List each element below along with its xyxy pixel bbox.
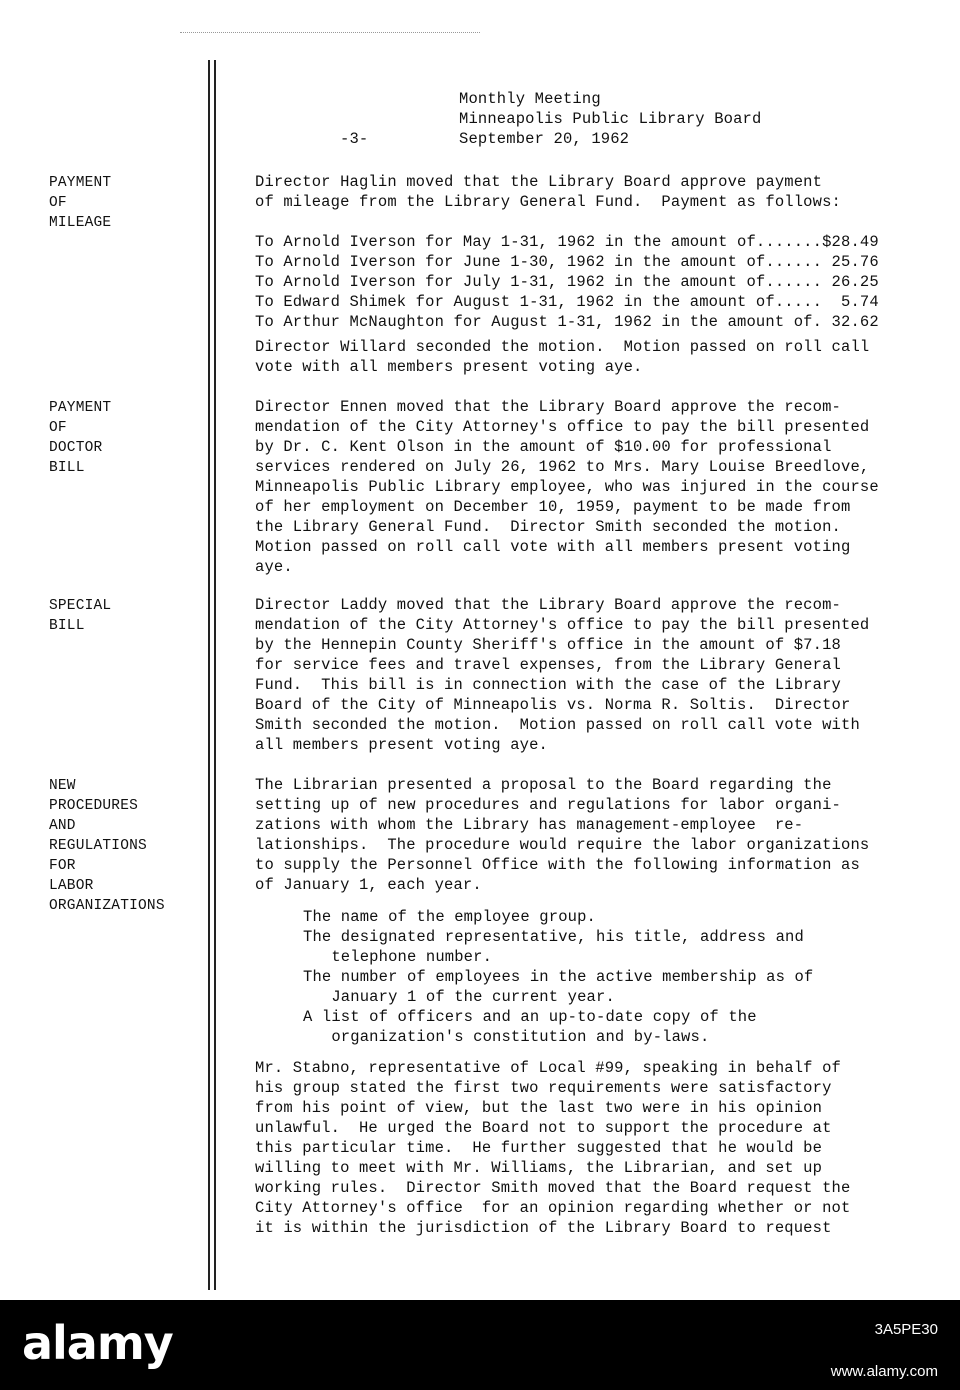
list-item: The designated representative, his title, address and — [303, 928, 804, 946]
list-item: telephone number. — [303, 948, 493, 966]
header-line-2: Minneapolis Public Library Board — [459, 110, 762, 128]
list-item: The name of the employee group. — [303, 908, 596, 926]
section-heading-doctor-bill: PAYMENT OF DOCTOR BILL — [49, 400, 112, 476]
mileage-payment-list — [255, 232, 915, 332]
section-heading-special-bill: SPECIAL BILL — [49, 598, 112, 634]
list-item: A list of officers and an up-to-date copy of the — [303, 1008, 757, 1026]
image-id-block — [831, 1320, 938, 1382]
watermark-footer — [0, 1300, 960, 1390]
labor-proposal-paragraph: The Librarian presented a proposal to the Board regarding the setting up of new procedures and regulations for labor organi- zations with whom the Library has management-employee re- lationships. The procedure would require the labor organizations to supply the Personnel Office with the following information as of January 1, each year. — [255, 776, 870, 894]
list-item: The number of employees in the active membership as of — [303, 968, 814, 986]
payment-line: To Arnold Iverson for June 1-30, 1962 in the amount of...... 25.76 — [255, 253, 879, 271]
header-line-3: September 20, 1962 — [459, 130, 630, 148]
page-number: -3- — [340, 130, 369, 148]
stabno-paragraph: Mr. Stabno, representative of Local #99, speaking in behalf of his group stated the first two requirements were satisfactory from his point of view, but the last two were in his opinion unlawful. He urged the Board not to support the procedure at this particular time. He further suggested that he would be willing to meet with Mr. Williams, the Librarian, and set up working rules. Director Smith moved that the Board request the City Attorney's office for an opinion regarding whether or not it is within the jurisdiction of the Library Board to request — [255, 1059, 851, 1237]
mileage-closing: Director Willard seconded the motion. Motion passed on roll call vote with all members present voting aye. — [255, 338, 870, 376]
payment-line: To Arnold Iverson for July 1-31, 1962 in the amount of...... 26.25 — [255, 273, 879, 291]
payment-line: To Edward Shimek for August 1-31, 1962 in the amount of..... 5.74 — [255, 293, 879, 311]
list-item: organization's constitution and by-laws. — [303, 1028, 710, 1046]
image-id: 3A5PE30 — [874, 1321, 938, 1338]
site-url: www.alamy.com — [830, 1363, 938, 1380]
margin-rule-right — [214, 60, 216, 1290]
special-bill-paragraph: Director Laddy moved that the Library Board approve the recom- mendation of the City Attorney's office to pay the bill presented by the Hennepin County Sheriff's office in the amount of $7.18 for service fees and travel expenses, from the Library General Fund. This bill is in connection with the case of the Library Board of the City of Minneapolis vs. Norma R. Soltis. Director Smith seconded the motion. Motion passed on roll call vote with all members present voting aye. — [255, 596, 870, 754]
list-item: January 1 of the current year. — [303, 988, 615, 1006]
payment-line: To Arthur McNaughton for August 1-31, 1962 in the amount of. 32.62 — [255, 313, 879, 331]
labor-requirements-list — [303, 907, 960, 1047]
mileage-intro: Director Haglin moved that the Library Board approve payment of mileage from the Library General Fund. Payment as follows: — [255, 173, 841, 211]
scan-noise — [180, 32, 480, 33]
margin-rule-left — [208, 60, 210, 1290]
header-line-1: Monthly Meeting — [459, 90, 601, 108]
doctor-bill-paragraph: Director Ennen moved that the Library Board approve the recom- mendation of the City Attorney's office to pay the bill presented by Dr. C. Kent Olson in the amount of $10.00 for professional services rendered on July 26, 1962 to Mrs. Mary Louise Breedlove, Minneapolis Public Library employee, who was injured in the course of her employment on December 10, 1959, payment to be made from the Library General Fund. Director Smith seconded the motion. Motion passed on roll call vote with all members present voting aye. — [255, 398, 879, 576]
section-heading-mileage: PAYMENT OF MILEAGE — [49, 175, 112, 231]
alamy-logo: alamy — [22, 1316, 173, 1370]
payment-line: To Arnold Iverson for May 1-31, 1962 in the amount of.......$28.49 — [255, 233, 879, 251]
section-heading-labor-organizations: NEW PROCEDURES AND REGULATIONS FOR LABOR ORGANIZATIONS — [49, 778, 165, 914]
